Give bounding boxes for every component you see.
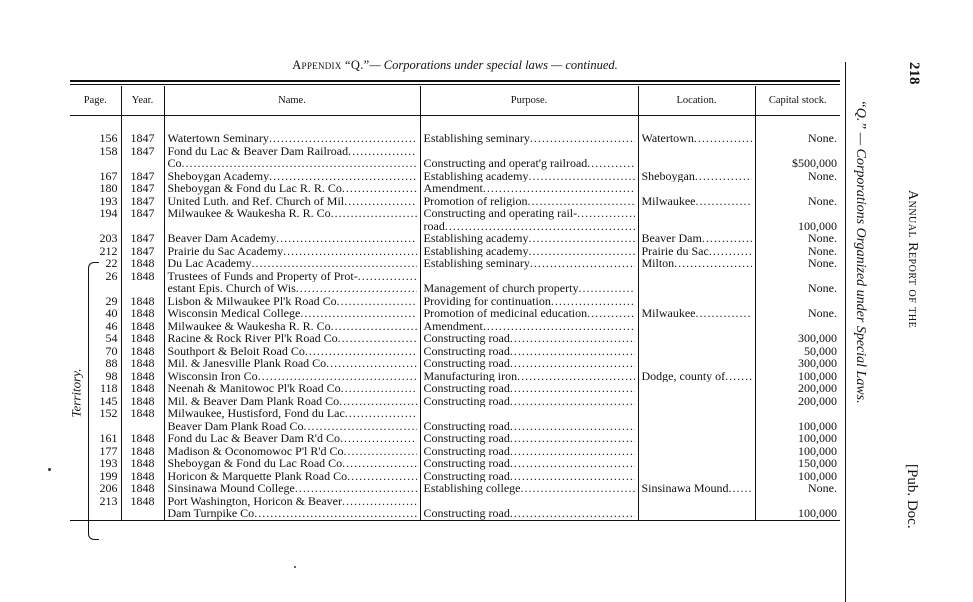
territory-brace [88, 262, 99, 540]
cell-location [638, 182, 755, 195]
cell-page: 118 [99, 382, 118, 395]
cell-name: Neenah & Manitowoc Pl'k Road Co ..... [164, 382, 420, 395]
table-row [70, 182, 840, 195]
cell-purpose: Establishing academy ..... [420, 245, 638, 258]
cell-capital: 200,000 [755, 382, 840, 395]
cell-year: 1848 [121, 357, 164, 370]
cell-page: 194 [99, 207, 118, 220]
cell-purpose [420, 495, 638, 508]
cell-capital: None. [755, 232, 840, 245]
heading-title: — Corporations under special laws — continued. [369, 58, 618, 72]
cell-year: 1848 [121, 370, 164, 383]
table-row [70, 207, 840, 220]
cell-capital: None. [755, 282, 840, 295]
cell-capital: 100,000 [755, 470, 840, 483]
cell-capital: 100,000 [755, 220, 840, 233]
cell-name: estant Epis. Church of Wis ..... [164, 282, 420, 295]
cell-year: 1848 [121, 495, 164, 508]
cell-purpose: Constructing road ..... [420, 345, 638, 358]
cell-page: 158 [99, 144, 118, 157]
cell-capital: None. [755, 307, 840, 320]
cell-purpose: Constructing road ..... [420, 357, 638, 370]
cell-capital: 200,000 [755, 395, 840, 408]
table-row [70, 345, 840, 358]
cell-purpose: Establishing academy ..... [420, 170, 638, 183]
page-heading [70, 58, 840, 73]
cell-year [121, 157, 164, 170]
table-row [70, 145, 840, 158]
cell-year: 1848 [121, 307, 164, 320]
cell-year: 1848 [121, 470, 164, 483]
cell-page: 167 [99, 169, 118, 182]
cell-capital: 300,000 [755, 357, 840, 370]
cell-name: Lisbon & Milwaukee Pl'k Road Co ..... [164, 295, 420, 308]
cell-name: Milwaukee & Waukesha R. R. Co ..... [164, 207, 420, 220]
cell-location [638, 282, 755, 295]
cell-year: 1847 [121, 195, 164, 208]
corporations-table [70, 86, 840, 521]
table-row [70, 332, 840, 345]
cell-name: Prairie du Sac Academy ..... [164, 245, 420, 258]
cell-capital [755, 207, 840, 220]
running-title: “Q.” — Corporations Organized under Special Laws. [853, 100, 868, 404]
pub-doc-label: [Pub. Doc. [904, 464, 920, 529]
cell-year: 1848 [121, 482, 164, 495]
cell-location [638, 445, 755, 458]
cell-purpose: Promotion of medicinal education ..... [420, 307, 638, 320]
cell-capital: None. [755, 195, 840, 208]
cell-name: Dam Turnpike Co ..... [164, 507, 420, 520]
cell-location [638, 320, 755, 333]
cell-name: Mil. & Janesville Plank Road Co ..... [164, 357, 420, 370]
cell-year [121, 282, 164, 295]
cell-page: 152 [99, 407, 118, 420]
cell-purpose: Establishing seminary ..... [420, 132, 638, 145]
cell-page [70, 157, 121, 170]
cell-page: 180 [99, 182, 118, 195]
table-row [70, 295, 840, 308]
cell-location: Sinsinawa Mound ..... [638, 482, 755, 495]
table-row [70, 170, 840, 183]
cell-page: 212 [99, 244, 118, 257]
col-header-year: Year. [121, 86, 164, 116]
cell-purpose [420, 407, 638, 420]
col-header-purpose: Purpose. [420, 86, 638, 116]
table-row [70, 282, 840, 295]
cell-name: Wisconsin Medical College ..... [164, 307, 420, 320]
cell-purpose: Constructing road ..... [420, 432, 638, 445]
cell-capital: 100,000 [755, 370, 840, 383]
cell-location [638, 357, 755, 370]
cell-page: 70 [105, 344, 118, 357]
cell-year [121, 507, 164, 520]
report-title: Annual Report of the [905, 190, 920, 329]
territory-label: Territory. [68, 368, 84, 418]
cell-year: 1847 [121, 145, 164, 158]
cell-year: 1848 [121, 332, 164, 345]
cell-year: 1848 [121, 320, 164, 333]
page-number: 218 [906, 62, 922, 85]
cell-name: Sheboygan Academy ..... [164, 170, 420, 183]
cell-location: Milwaukee ..... [638, 307, 755, 320]
cell-location [638, 507, 755, 520]
cell-purpose: road ..... [420, 220, 638, 233]
cell-name: Sheboygan & Fond du Lac Road Co ..... [164, 457, 420, 470]
cell-year: 1848 [121, 295, 164, 308]
top-rule-thin [70, 84, 840, 85]
cell-location [638, 332, 755, 345]
cell-name: Mil. & Beaver Dam Plank Road Co ..... [164, 395, 420, 408]
cell-capital [755, 320, 840, 333]
cell-page: 193 [99, 194, 118, 207]
table-row [70, 270, 840, 283]
cell-location [638, 295, 755, 308]
cell-year: 1848 [121, 457, 164, 470]
col-header-page: Page. [70, 86, 121, 116]
cell-year: 1848 [121, 432, 164, 445]
cell-location [638, 395, 755, 408]
cell-purpose: Establishing college ..... [420, 482, 638, 495]
table-row [70, 245, 840, 258]
table-header-row [70, 86, 840, 116]
cell-purpose: Constructing road ..... [420, 382, 638, 395]
cell-page: 40 [105, 307, 118, 320]
cell-page: 26 [105, 269, 118, 282]
cell-location [638, 270, 755, 283]
cell-location [638, 457, 755, 470]
cell-year: 1848 [121, 407, 164, 420]
cell-purpose: Manufacturing iron ..... [420, 370, 638, 383]
cell-location [638, 470, 755, 483]
table-row [70, 445, 840, 458]
cell-page: 206 [99, 482, 118, 495]
cell-year: 1847 [121, 132, 164, 145]
table-row [70, 507, 840, 520]
cell-name: Port Washington, Horicon & Beaver ..... [164, 495, 420, 508]
cell-capital: $500,000 [755, 157, 840, 170]
cell-name: Beaver Dam Plank Road Co ..... [164, 420, 420, 433]
table-row [70, 495, 840, 508]
cell-location [638, 495, 755, 508]
cell-year: 1847 [121, 207, 164, 220]
table-row [70, 457, 840, 470]
cell-page [70, 220, 121, 233]
cell-location [638, 345, 755, 358]
cell-purpose: Constructing road ..... [420, 395, 638, 408]
cell-location: Prairie du Sac ..... [638, 245, 755, 258]
cell-name: Trustees of Funds and Property of Prot- ..... [164, 270, 420, 283]
cell-location [638, 382, 755, 395]
top-rule [70, 80, 840, 82]
cell-capital: None. [755, 245, 840, 258]
cell-page: 22 [105, 257, 118, 270]
cell-name: Sheboygan & Fond du Lac R. R. Co ..... [164, 182, 420, 195]
table-row [70, 370, 840, 383]
cell-name: United Luth. and Ref. Church of Mil ..... [164, 195, 420, 208]
cell-capital [755, 182, 840, 195]
cell-year: 1847 [121, 170, 164, 183]
cell-capital [755, 270, 840, 283]
col-header-name: Name. [164, 86, 420, 116]
cell-year [121, 220, 164, 233]
table-row [70, 420, 840, 433]
cell-purpose: Constructing and operating rail- ..... [420, 207, 638, 220]
cell-page: 161 [99, 432, 118, 445]
cell-purpose: Constructing road ..... [420, 332, 638, 345]
cell-name: Du Lac Academy ..... [164, 257, 420, 270]
cell-location: Dodge, county of ..... [638, 370, 755, 383]
cell-page: 145 [99, 394, 118, 407]
cell-year: 1847 [121, 245, 164, 258]
table-spacer [70, 116, 840, 133]
cell-capital: 100,000 [755, 507, 840, 520]
cell-location: Watertown ..... [638, 132, 755, 145]
cell-purpose: Constructing road ..... [420, 507, 638, 520]
cell-page: 203 [99, 232, 118, 245]
cell-capital [755, 295, 840, 308]
cell-page: 54 [105, 332, 118, 345]
table-row [70, 407, 840, 420]
table-body [70, 116, 840, 521]
cell-page: 88 [105, 357, 118, 370]
cell-page: 46 [105, 319, 118, 332]
table-row [70, 157, 840, 170]
table-row [70, 432, 840, 445]
cell-capital: 100,000 [755, 432, 840, 445]
cell-capital: None. [755, 132, 840, 145]
table-row [70, 470, 840, 483]
cell-page: 98 [105, 369, 118, 382]
table-row [70, 382, 840, 395]
cell-year: 1848 [121, 382, 164, 395]
cell-capital: 300,000 [755, 332, 840, 345]
cell-purpose: Amendment ..... [420, 182, 638, 195]
cell-year: 1847 [121, 232, 164, 245]
cell-year: 1848 [121, 270, 164, 283]
col-header-location: Location. [638, 86, 755, 116]
cell-year: 1847 [121, 182, 164, 195]
cell-location [638, 432, 755, 445]
cell-name: Milwaukee, Hustisford, Fond du Lac ..... [164, 407, 420, 420]
cell-purpose [420, 270, 638, 283]
cell-purpose: Management of church property ..... [420, 282, 638, 295]
table-row [70, 482, 840, 495]
cell-purpose: Constructing road ..... [420, 470, 638, 483]
cell-page: 177 [99, 444, 118, 457]
cell-name: Fond du Lac & Beaver Dam R'd Co ..... [164, 432, 420, 445]
cell-capital: None. [755, 482, 840, 495]
cell-name: Horicon & Marquette Plank Road Co ..... [164, 470, 420, 483]
cell-location: Sheboygan ..... [638, 170, 755, 183]
table-row [70, 257, 840, 270]
table-row [70, 320, 840, 333]
cell-page: 213 [99, 494, 118, 507]
cell-location: Milwaukee ..... [638, 195, 755, 208]
cell-location: Beaver Dam ..... [638, 232, 755, 245]
cell-purpose: Constructing road ..... [420, 457, 638, 470]
cell-location [638, 145, 755, 158]
table-row [70, 220, 840, 233]
cell-name: Co ..... [164, 157, 420, 170]
cell-page: 29 [105, 294, 118, 307]
cell-page: 193 [99, 457, 118, 470]
cell-purpose: Constructing road ..... [420, 420, 638, 433]
cell-page: 156 [99, 132, 118, 145]
cell-capital: 100,000 [755, 445, 840, 458]
cell-page: 199 [99, 469, 118, 482]
cell-purpose: Promotion of religion ..... [420, 195, 638, 208]
cell-name [164, 220, 420, 233]
cell-location [638, 220, 755, 233]
cell-year: 1848 [121, 445, 164, 458]
cell-name: Racine & Rock River Pl'k Road Co ..... [164, 332, 420, 345]
cell-capital [755, 145, 840, 158]
cell-location [638, 420, 755, 433]
cell-purpose: Constructing and operat'g railroad ..... [420, 157, 638, 170]
cell-name: Southport & Beloit Road Co ..... [164, 345, 420, 358]
table-row [70, 307, 840, 320]
cell-purpose: Providing for continuation ..... [420, 295, 638, 308]
table-row [70, 195, 840, 208]
cell-year [121, 420, 164, 433]
cell-name: Fond du Lac & Beaver Dam Railroad ..... [164, 145, 420, 158]
table-row [70, 357, 840, 370]
cell-year: 1848 [121, 345, 164, 358]
cell-capital: 50,000 [755, 345, 840, 358]
cell-location [638, 407, 755, 420]
cell-name: Beaver Dam Academy ..... [164, 232, 420, 245]
col-header-capital: Capital stock. [755, 86, 840, 116]
cell-name: Madison & Oconomowoc P'l R'd Co ..... [164, 445, 420, 458]
cell-capital: None. [755, 170, 840, 183]
ink-speck [48, 468, 51, 471]
cell-year: 1848 [121, 395, 164, 408]
table-row [70, 395, 840, 408]
ink-speck [294, 566, 296, 568]
cell-capital: 150,000 [755, 457, 840, 470]
cell-year: 1848 [121, 257, 164, 270]
cell-capital [755, 407, 840, 420]
cell-name: Watertown Seminary ..... [164, 132, 420, 145]
cell-purpose: Constructing road ..... [420, 445, 638, 458]
cell-purpose: Establishing academy ..... [420, 232, 638, 245]
appendix-label: Appendix “Q.” [292, 58, 370, 72]
table-row [70, 132, 840, 145]
margin-rule [845, 62, 846, 602]
cell-location: Milton ..... [638, 257, 755, 270]
cell-name: Sinsinawa Mound College ..... [164, 482, 420, 495]
cell-capital: None. [755, 257, 840, 270]
cell-name: Milwaukee & Waukesha R. R. Co ..... [164, 320, 420, 333]
cell-location [638, 207, 755, 220]
cell-name: Wisconsin Iron Co ..... [164, 370, 420, 383]
table-row [70, 232, 840, 245]
cell-purpose: Establishing seminary ..... [420, 257, 638, 270]
cell-location [638, 157, 755, 170]
cell-purpose: Amendment ..... [420, 320, 638, 333]
cell-purpose [420, 145, 638, 158]
cell-capital [755, 495, 840, 508]
cell-capital: 100,000 [755, 420, 840, 433]
